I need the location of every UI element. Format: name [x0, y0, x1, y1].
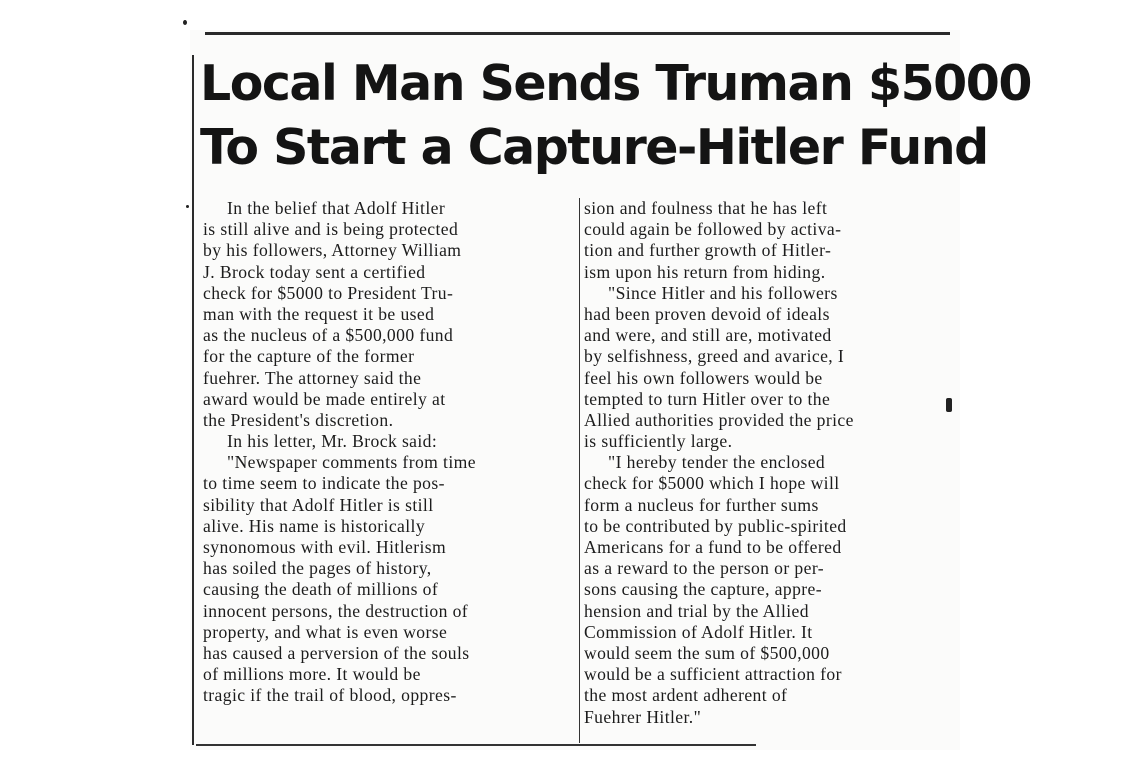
body-line: by his followers, Attorney William	[203, 240, 462, 261]
ink-speck	[183, 20, 187, 25]
body-line: the most ardent adherent of	[584, 685, 788, 706]
body-line: as a reward to the person or per-	[584, 558, 825, 579]
top-rule	[205, 32, 950, 35]
body-line: sons causing the capture, appre-	[584, 579, 823, 600]
ink-speck	[186, 205, 189, 208]
body-line: tragic if the trail of blood, oppres-	[203, 685, 457, 706]
body-line: synonomous with evil. Hitlerism	[203, 537, 447, 557]
body-line: and were, and still are, motivated	[584, 325, 832, 346]
body-line: is still alive and is being protected	[203, 219, 459, 240]
left-rule	[192, 55, 194, 745]
body-line: has caused a perversion of the souls	[203, 642, 470, 663]
body-line: Fuehrer Hitler."	[584, 706, 702, 727]
body-line: Americans for a fund to be offered	[584, 537, 842, 557]
body-line: check for $5000 to President Tru-	[203, 282, 454, 303]
body-line: alive. His name is historically	[203, 515, 426, 536]
body-line: the President's discretion.	[203, 409, 394, 430]
body-line: Commission of Adolf Hitler. It	[584, 621, 813, 642]
body-line: property, and what is even worse	[203, 621, 448, 642]
body-line: as the nucleus of a $500,000 fund	[203, 325, 454, 346]
body-line: In the belief that Adolf Hitler	[227, 198, 446, 218]
headline-line-1: Local Man Sends Truman $5000	[200, 55, 1031, 112]
article-headline	[200, 52, 1031, 180]
body-line: check for $5000 which I hope will	[584, 473, 840, 494]
body-line: award would be made entirely at	[203, 388, 446, 409]
body-line: "Newspaper comments from time	[227, 452, 476, 473]
body-line: of millions more. It would be	[203, 664, 421, 685]
body-line: for the capture of the former	[203, 346, 415, 367]
body-line: hension and trial by the Allied	[584, 600, 809, 621]
body-line: by selfishness, greed and avarice, I	[584, 346, 845, 367]
body-line: innocent persons, the destruction of	[203, 600, 469, 621]
body-line: Allied authorities provided the price	[584, 409, 854, 430]
body-line: is sufficiently large.	[584, 431, 733, 452]
body-line: form a nucleus for further sums	[584, 494, 819, 515]
body-line: tion and further growth of Hitler-	[584, 240, 832, 261]
body-line: would seem the sum of $500,000	[584, 642, 830, 663]
article-column-left	[203, 198, 573, 707]
body-line: tempted to turn Hitler over to the	[584, 388, 831, 409]
headline-line-2: To Start a Capture-Hitler Fund	[200, 119, 988, 176]
body-line: fuehrer. The attorney said the	[203, 367, 422, 388]
body-line: would be a sufficient attraction for	[584, 664, 842, 685]
body-line: sibility that Adolf Hitler is still	[203, 494, 434, 515]
body-line: sion and foulness that he has left	[584, 198, 828, 218]
body-line: had been proven devoid of ideals	[584, 303, 830, 324]
body-line: causing the death of millions of	[203, 579, 439, 600]
body-line: could again be followed by activa-	[584, 219, 842, 240]
body-line: ism upon his return from hiding.	[584, 261, 826, 282]
body-line: to be contributed by public-spirited	[584, 515, 847, 536]
bottom-rule	[196, 744, 756, 746]
body-line: "I hereby tender the enclosed	[608, 452, 826, 473]
column-divider	[579, 198, 580, 743]
body-line: has soiled the pages of history,	[203, 558, 432, 579]
body-line: man with the request it be used	[203, 303, 435, 324]
body-line: In his letter, Mr. Brock said:	[227, 431, 438, 452]
article-column-right	[584, 198, 954, 728]
body-line: to time seem to indicate the pos-	[203, 473, 445, 494]
body-line: J. Brock today sent a certified	[203, 261, 426, 282]
body-line: "Since Hitler and his followers	[608, 282, 838, 303]
body-line: feel his own followers would be	[584, 367, 823, 388]
